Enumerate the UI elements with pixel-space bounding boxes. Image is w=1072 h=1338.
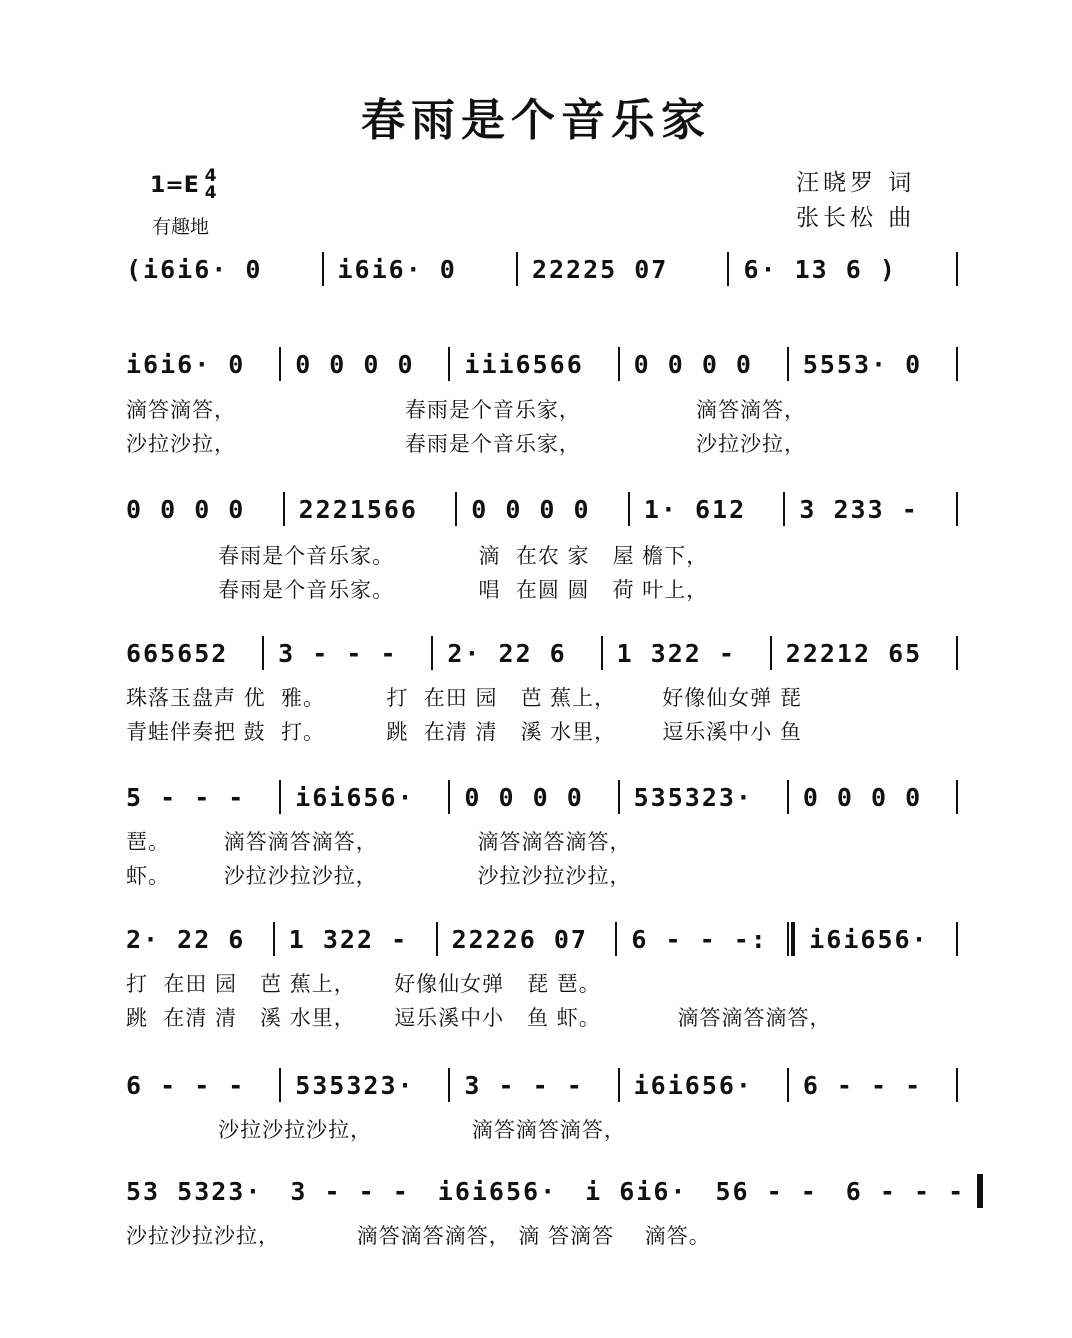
music-system-3 [126,636,958,670]
barline [628,492,630,526]
measure: 0 0 0 0 [295,349,415,379]
measure: 0 0 0 0 [471,494,591,524]
music-system-6 [126,1068,958,1102]
music-system-2 [126,492,958,526]
measure: 2· 22 6 [126,924,246,954]
barline [279,347,281,381]
measure: 56 - - [715,1176,818,1206]
measure: 22212 65 [785,638,923,668]
barline [727,252,729,286]
repeat-end-barline [787,922,795,956]
key-signature [150,168,217,202]
measure: 3 233 - [799,494,919,524]
measure: 0 0 0 0 [802,782,923,812]
measure: 3 - - - [278,638,398,668]
barline [956,492,958,526]
lyric-line: 虾。 沙拉沙拉沙拉， 沙拉沙拉沙拉， [126,864,632,888]
time-signature-top: 4 [204,166,217,186]
measure: 0 0 0 0 [633,349,753,379]
lyric-line: 打 在田 园 芭 蕉上， 好像仙女弹 琵 琶。 [126,972,601,996]
barline [787,780,789,814]
lyric-line: 青蛙伴奏把 鼓 打。 跳 在清 清 溪 水里， 逗乐溪中小 鱼 [126,720,802,744]
barline [279,780,281,814]
music-system-5 [126,922,958,956]
barline [618,780,620,814]
barline [601,636,603,670]
measure: 5553· 0 [802,349,923,379]
song-title: 春雨是个音乐家 [361,95,711,146]
measure: 5 - - - [126,782,246,812]
measure: 6· 13 6 ) [743,254,897,284]
lyric-line: 跳 在清 清 溪 水里， 逗乐溪中小 鱼 虾。 滴答滴答滴答， [126,1006,832,1030]
measure: i6i656· [809,924,929,954]
barline [322,252,324,286]
measure: 6 - - - [126,1070,246,1100]
barline [279,1068,281,1102]
measure: 0 0 0 0 [126,494,246,524]
barline [455,492,457,526]
composer-credit: 张长松 曲 [796,205,916,231]
final-barline [977,1174,983,1208]
barline [618,1068,620,1102]
measure: 2· 22 6 [447,638,567,668]
measure: 6 - - -: [631,924,768,954]
barline [783,492,785,526]
measure: 6 - - - [802,1070,923,1100]
barline [956,922,958,956]
barline [956,1068,958,1102]
barline [615,922,617,956]
lyric-line: 沙拉沙拉沙拉， 滴答滴答滴答， 滴 答滴答 滴答。 [126,1224,711,1248]
measure: 3 - - - [464,1070,584,1100]
time-signature [205,168,217,202]
barline [436,922,438,956]
lyric-line: 琶。 滴答滴答滴答， 滴答滴答滴答， [126,830,632,854]
measure: 2221566 [298,494,418,524]
barline [262,636,264,670]
barline [618,347,620,381]
measure: 1 322 - [288,924,409,954]
music-system-4 [126,780,958,814]
lyric-line: 沙拉沙拉沙拉， 滴答滴答滴答， [126,1118,626,1142]
measure: 0 0 0 0 [464,782,584,812]
measure: 665652 [126,638,229,668]
lyric-line: 春雨是个音乐家。 滴 在农 家 屋 檐下， [126,544,709,568]
lyricist-credit: 汪晓罗 词 [796,170,916,196]
measure: 6 - - - [845,1176,966,1206]
measure: 22225 07 [531,254,669,284]
measure: (i6i6· 0 [126,254,263,284]
barline [431,636,433,670]
lyric-line: 沙拉沙拉， 春雨是个音乐家， 沙拉沙拉， [126,432,806,456]
tempo-marking: 有趣地 [152,216,210,238]
barline [956,252,958,286]
measure: i6i656· [437,1176,558,1206]
measure: i6i656· [633,1070,753,1100]
measure: 535323· [633,782,753,812]
measure: 1 322 - [616,638,736,668]
music-system-0 [126,252,958,286]
barline [956,347,958,381]
lyric-line: 滴答滴答， 春雨是个音乐家， 滴答滴答， [126,398,806,422]
barline [956,780,958,814]
barline [787,1068,789,1102]
measure: i6i6· 0 [337,254,457,284]
barline [448,347,450,381]
barline [956,636,958,670]
barline [787,347,789,381]
lyric-line: 珠落玉盘声 优 雅。 打 在田 园 芭 蕉上， 好像仙女弹 琵 [126,686,802,710]
time-signature-bottom: 4 [204,183,217,203]
barline [516,252,518,286]
barline [770,636,772,670]
barline [273,922,275,956]
barline [283,492,285,526]
key-tonic: 1=E [150,172,199,198]
measure: 3 - - - [290,1176,410,1206]
music-system-7 [126,1174,966,1208]
measure: 1· 612 [643,494,747,524]
measure: 22226 07 [451,924,588,954]
measure: 535323· [295,1070,415,1100]
measure: i 6i6· [585,1176,688,1206]
measure: iii6566 [464,349,584,379]
lyric-line: 春雨是个音乐家。 唱 在圆 圆 荷 叶上， [126,578,709,602]
measure: i6i656· [295,782,415,812]
barline [448,1068,450,1102]
measure: i6i6· 0 [126,349,246,379]
barline [448,780,450,814]
music-system-1 [126,347,958,381]
measure: 53 5323· [126,1176,263,1206]
